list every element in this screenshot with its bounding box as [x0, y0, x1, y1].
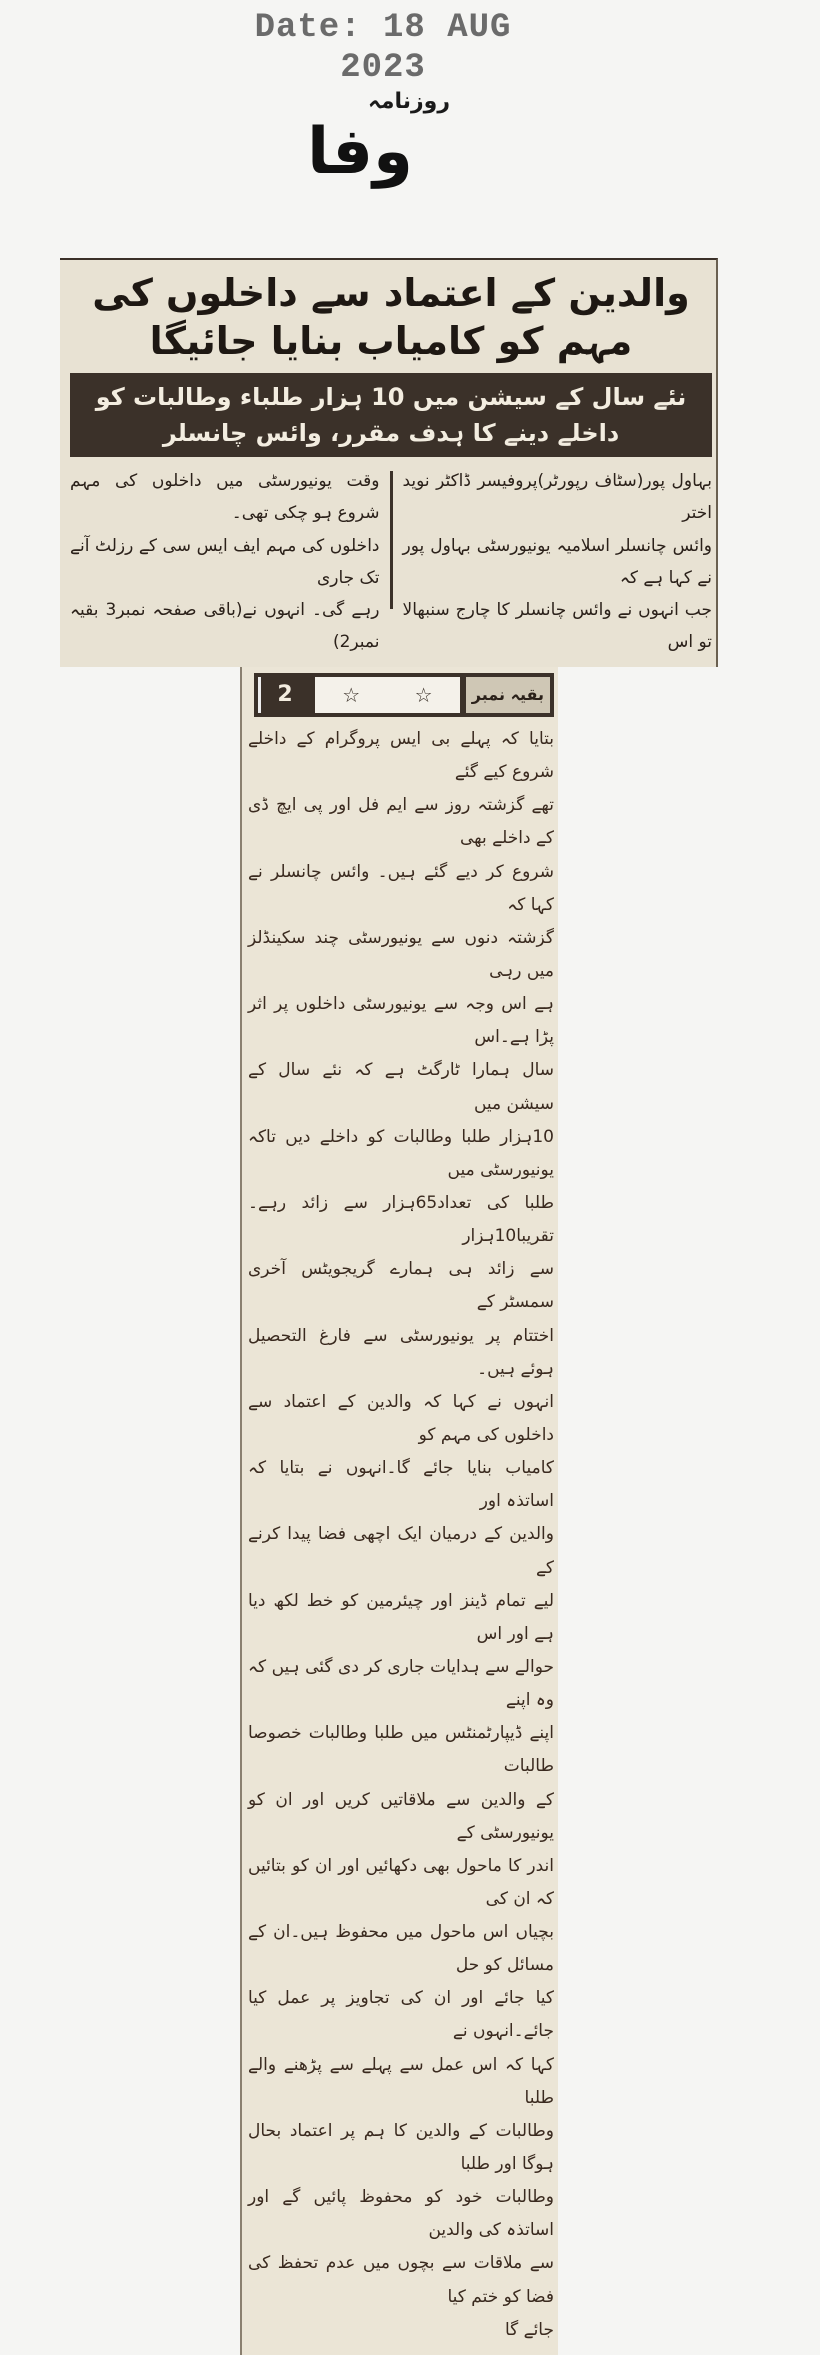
article-column-left — [70, 465, 380, 659]
continuation-line: کامیاب بنایا جائے گا۔انہوں نے بتایا کہ اساتذہ اور — [248, 1458, 554, 1512]
continuation-line: بتایا کہ پہلے بی ایس پروگرام کے داخلے شروع کیے گئے — [248, 729, 554, 783]
star-icon: ☆ — [342, 683, 361, 707]
continuation-line: کیا جائے اور ان کی تجاویز پر عمل کیا جائے۔انہوں نے — [248, 1988, 554, 2042]
continuation-line: وطالبات خود کو محفوظ پائیں گے اور اساتذہ کی والدین — [248, 2187, 554, 2241]
continuation-line: سے ملاقات سے بچوں میں عدم تحفظ کی فضا کو ختم کیا — [248, 2253, 554, 2307]
continuation-line: جائے گا — [504, 2319, 554, 2340]
continuation-line: والدین کے درمیان ایک اچھی فضا پیدا کرنے کے — [248, 1524, 554, 1578]
continuation-line: اندر کا ماحول بھی دکھائیں اور ان کو بتائیں کہ ان کی — [248, 1855, 554, 1909]
article-line: بہاول پور(سٹاف رپورٹر)پروفیسر ڈاکٹر نوید اختر — [402, 471, 712, 524]
continuation-label: بقیہ نمبر — [466, 677, 550, 713]
continuation-line: ہے اس وجہ سے یونیورسٹی داخلوں پر اثر پڑا ہے۔اس — [248, 994, 554, 1048]
continuation-line: وطالبات کے والدین کا ہم پر اعتماد بحال ہوگا اور طلبا — [248, 2120, 554, 2175]
masthead-daily-label: روزنامہ — [367, 89, 450, 114]
continuation-header — [254, 673, 554, 717]
continuation-number: 2 — [258, 677, 309, 713]
continuation-line: سال ہمارا ٹارگٹ ہے کہ نئے سال کے سیشن میں — [248, 1060, 554, 1114]
continuation-line: حوالے سے ہدایات جاری کر دی گئی ہیں کہ وہ اپنے — [248, 1656, 554, 1711]
continuation-line: تھے گزشتہ روز سے ایم فل اور پی ایچ ڈی کے داخلے بھی — [248, 795, 554, 849]
date-stamp: Date: 18 AUG 2023 — [254, 9, 512, 87]
continuation-line: شروع کر دیے گئے ہیں۔ وائس چانسلر نے کہا کہ — [248, 861, 554, 915]
newspaper-masthead — [270, 88, 450, 188]
article-line: رہے گی۔ انہوں نے(باقی صفحہ نمبر3 بقیہ نمبر2) — [70, 600, 380, 653]
article-columns — [70, 465, 712, 659]
star-icon: ☆ — [414, 683, 433, 707]
column-divider — [390, 471, 393, 609]
continuation-line: لیے تمام ڈینز اور چیئرمین کو خط لکھ دیا ہے اور اس — [248, 1590, 554, 1644]
continuation-line: اپنے ڈیپارٹمنٹس میں طلبا وطالبات خصوصا طالبات — [248, 1723, 554, 1777]
continuation-line: انہوں نے کہا کہ والدین کے اعتماد سے داخلوں کی مہم کو — [248, 1391, 554, 1445]
continuation-line: اختتام پر یونیورسٹی سے فارغ التحصیل ہوئے ہیں۔ — [248, 1325, 554, 1379]
continuation-line: کے والدین سے ملاقاتیں کریں اور ان کو یونیورسٹی کے — [248, 1789, 554, 1843]
continuation-clipping — [240, 667, 558, 2355]
continuation-line: 10ہزار طلبا وطالبات کو داخلے دیں تاکہ یونیورسٹی میں — [248, 1126, 554, 1180]
article-subheadline: نئے سال کے سیشن میں 10 ہزار طلباء وطالبات کو داخلے دینے کا ہدف مقرر، وائس چانسلر — [70, 373, 712, 457]
article-headline: والدین کے اعتماد سے داخلوں کی مہم کو کامیاب بنایا جائیگا — [92, 271, 690, 363]
continuation-line: سے زائد ہی ہمارے گریجویٹس آخری سمسٹر کے — [248, 1259, 554, 1313]
article-line: داخلوں کی مہم ایف ایس سی کے رزلٹ آنے تک جاری — [70, 535, 380, 588]
continuation-line: کہا کہ اس عمل سے پہلے سے پڑھنے والے طلبا — [248, 2054, 554, 2108]
article-clipping — [60, 258, 718, 667]
continuation-line: گزشتہ دنوں سے یونیورسٹی چند سکینڈلز میں رہی — [248, 927, 554, 981]
article-line: وائس چانسلر اسلامیہ یونیورسٹی بہاول پور نے کہا ہے کہ — [402, 535, 712, 588]
article-column-right — [403, 465, 713, 659]
continuation-line: طلبا کی تعداد65ہزار سے زائد رہے۔تقریبا10ہزار — [248, 1192, 555, 1247]
continuation-line: بچیاں اس ماحول میں محفوظ ہیں۔ان کے مسائل کو حل — [248, 1922, 554, 1976]
masthead-name: وفا — [307, 115, 413, 189]
continuation-ornament — [315, 677, 460, 713]
article-line: جب انہوں نے وائس چانسلر کا چارج سنبھالا تو اس — [402, 600, 712, 653]
continuation-body — [248, 723, 554, 2347]
article-line: وقت یونیورسٹی میں داخلوں کی مہم شروع ہو چکی تھی۔ — [70, 471, 380, 524]
